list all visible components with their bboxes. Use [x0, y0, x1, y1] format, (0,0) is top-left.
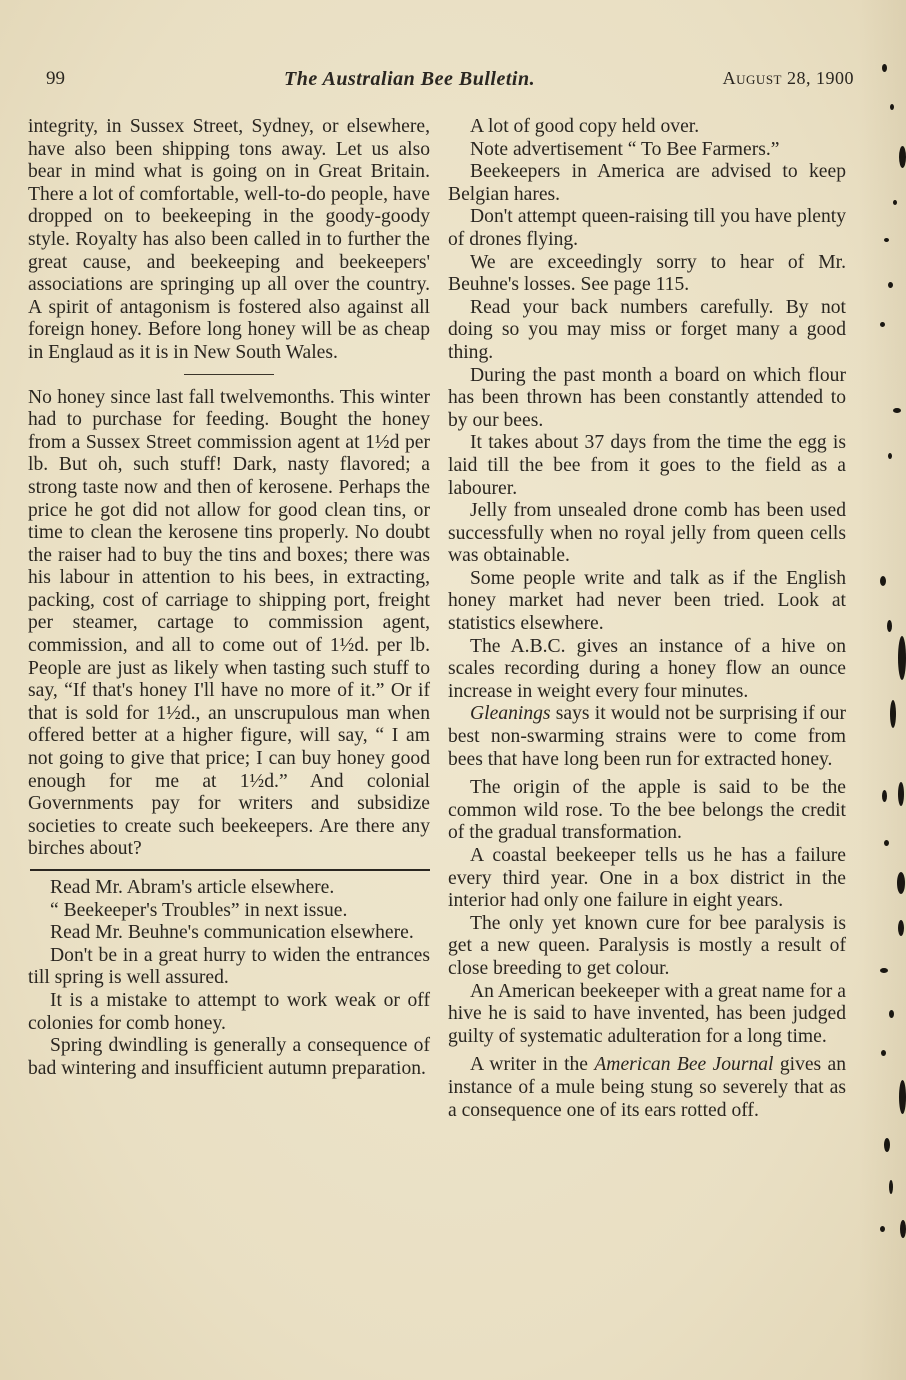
paragraph: We are exceedingly sorry to hear of Mr. Beuhne's losses. See page 115. — [448, 251, 846, 296]
binding-hole — [893, 200, 897, 205]
page-edge-shadow — [858, 0, 906, 1380]
paragraph: An American beekeeper with a great name for a hive he is said to have invented, has been judged guilty of systematic adulteration for a long time. — [448, 980, 846, 1047]
binding-hole — [880, 1226, 885, 1232]
binding-hole — [890, 104, 894, 110]
binding-hole — [888, 282, 893, 288]
section-divider — [184, 374, 274, 375]
binding-hole — [900, 1220, 906, 1238]
binding-hole — [887, 620, 892, 632]
paragraph-text: gives an instance of a mule being stung so severely that as a consequence one of its ears rotted off. — [448, 1054, 847, 1121]
paragraph: Note advertisement “ To Bee Farmers.” — [470, 138, 780, 160]
binding-hole — [898, 920, 904, 936]
binding-hole — [882, 64, 887, 72]
paragraph: Don't attempt queen-raising till you have plenty of drones flying. — [448, 206, 846, 250]
issue-date: August 28, 1900 — [722, 68, 854, 88]
binding-hole — [880, 322, 885, 327]
journal-title: The Australian Bee Bulletin. — [284, 68, 536, 90]
binding-hole — [898, 782, 904, 806]
publication-name: American Bee Journal — [594, 1054, 774, 1076]
publication-name: Gleanings — [470, 703, 551, 725]
binding-hole — [884, 238, 889, 242]
binding-hole — [880, 576, 886, 586]
paragraph: No honey since last fall twelvemonths. This winter had to purchase for feeding. Bought the honey from a Sussex Street commission agent at 1½d per lb. But oh, such stuff! Dark, nasty flavored; a strong taste now and then of kerosene. Perhaps the price he got did not allow for good clean tins, or time to clean the kerosene tins properly. No doubt the raiser had to buy the tins and boxes; there was his labour in attention to his bees, in extracting, packing, cost of carriage to shipping port, freight per steamer, cartage to commission agent, commission, and all to come out of 1½d. per lb. People are just as likely when tasting such stuff to say, “If that's honey I'll have no more of it.” Or if that is sold for 1½d., an unscrupulous man when offered better at a higher figure, will say, “ I am not going to give that price; I can buy honey good enough for me at 1½d.” And colonial Governments pay for writers and subsidize societies to create such beekeepers. Are there any birches about? — [28, 386, 430, 860]
paragraph: integrity, in Sussex Street, Sydney, or elsewhere, have also been shipping tons away. Let us also bear in mind what is going on in Great Britain. There a lot of comfortable, well-to-do people, have dropped on to beekeeping in the goody-goody style. Royalty has also been called in to further the great cause, and beekeeping and beekeepers' associations are springing up all over the country. A spirit of antagonism is fostered also against all foreign honey. Before long honey will be as cheap in Englaud as it is in New South Wales. — [28, 116, 430, 363]
binding-hole — [881, 1050, 886, 1056]
binding-hole — [893, 408, 901, 413]
binding-hole — [890, 700, 896, 728]
binding-hole — [882, 790, 887, 802]
paragraph: Some people write and talk as if the English honey market had never been tried. Look at statistics elsewhere. — [448, 567, 846, 635]
right-column — [448, 116, 846, 1122]
paragraph: Jelly from unsealed drone comb has been used successfully when no royal jelly from queen cells was obtainable. — [448, 500, 846, 567]
paragraph: Spring dwindling is generally a consequence of bad wintering and insufficient autumn preparation. — [28, 1035, 430, 1079]
paragraph: It takes about 37 days from the time the egg is laid till the bee from it goes to the field as a labourer. — [448, 432, 846, 499]
binding-hole — [884, 840, 889, 846]
paragraph: “ Beekeeper's Troubles” in next issue. — [50, 899, 348, 921]
paragraph-text: A writer in the — [470, 1054, 595, 1076]
paragraph: Beekeepers in America are advised to keep Belgian hares. — [448, 161, 846, 205]
paragraph — [448, 1054, 846, 1122]
running-header — [46, 68, 854, 96]
binding-hole — [889, 1180, 893, 1194]
paragraph: Read Mr. Beuhne's communication elsewhere. — [50, 922, 414, 944]
paragraph: Don't be in a great hurry to widen the entrances till spring is well assured. — [28, 944, 430, 989]
paragraph: A lot of good copy held over. — [470, 116, 700, 137]
binding-hole — [889, 1010, 894, 1018]
paragraph: A coastal beekeeper tells us he has a failure every third year. One in a box district in the interior had only one failure in eight years. — [448, 845, 846, 912]
page-number: 99 — [46, 68, 65, 89]
binding-hole — [898, 636, 906, 680]
paragraph: The origin of the apple is said to be the common wild rose. To the bee belongs the credit of the gradual transformation. — [448, 777, 846, 844]
column-rule — [30, 869, 430, 871]
binding-hole — [884, 1138, 890, 1152]
binding-hole — [897, 872, 905, 894]
paragraph: Read Mr. Abram's article elsewhere. — [50, 877, 335, 898]
paragraph: During the past month a board on which flour has been thrown has been constantly attended to by our bees. — [448, 364, 846, 431]
binding-hole — [899, 146, 906, 168]
paragraph: The only yet known cure for bee paralysis is get a new queen. Paralysis is mostly a result of close breeding to get colour. — [448, 912, 846, 979]
binding-hole — [880, 968, 888, 973]
paragraph-text: says it would not be surprising if our best non-swarming strains were to come from bees that have long been run for extracted honey. — [448, 703, 846, 770]
paragraph: Read your back numbers carefully. By not doing so you may miss or forget many a good thing. — [448, 296, 846, 363]
paragraph: The A.B.C. gives an instance of a hive on scales recording during a honey flow an ounce increase in weight every four minutes. — [448, 635, 846, 702]
paragraph — [448, 703, 846, 771]
left-column — [28, 116, 430, 1080]
binding-hole — [899, 1080, 906, 1114]
paragraph: It is a mistake to attempt to work weak or off colonies for comb honey. — [28, 989, 430, 1034]
binding-hole — [888, 453, 892, 459]
